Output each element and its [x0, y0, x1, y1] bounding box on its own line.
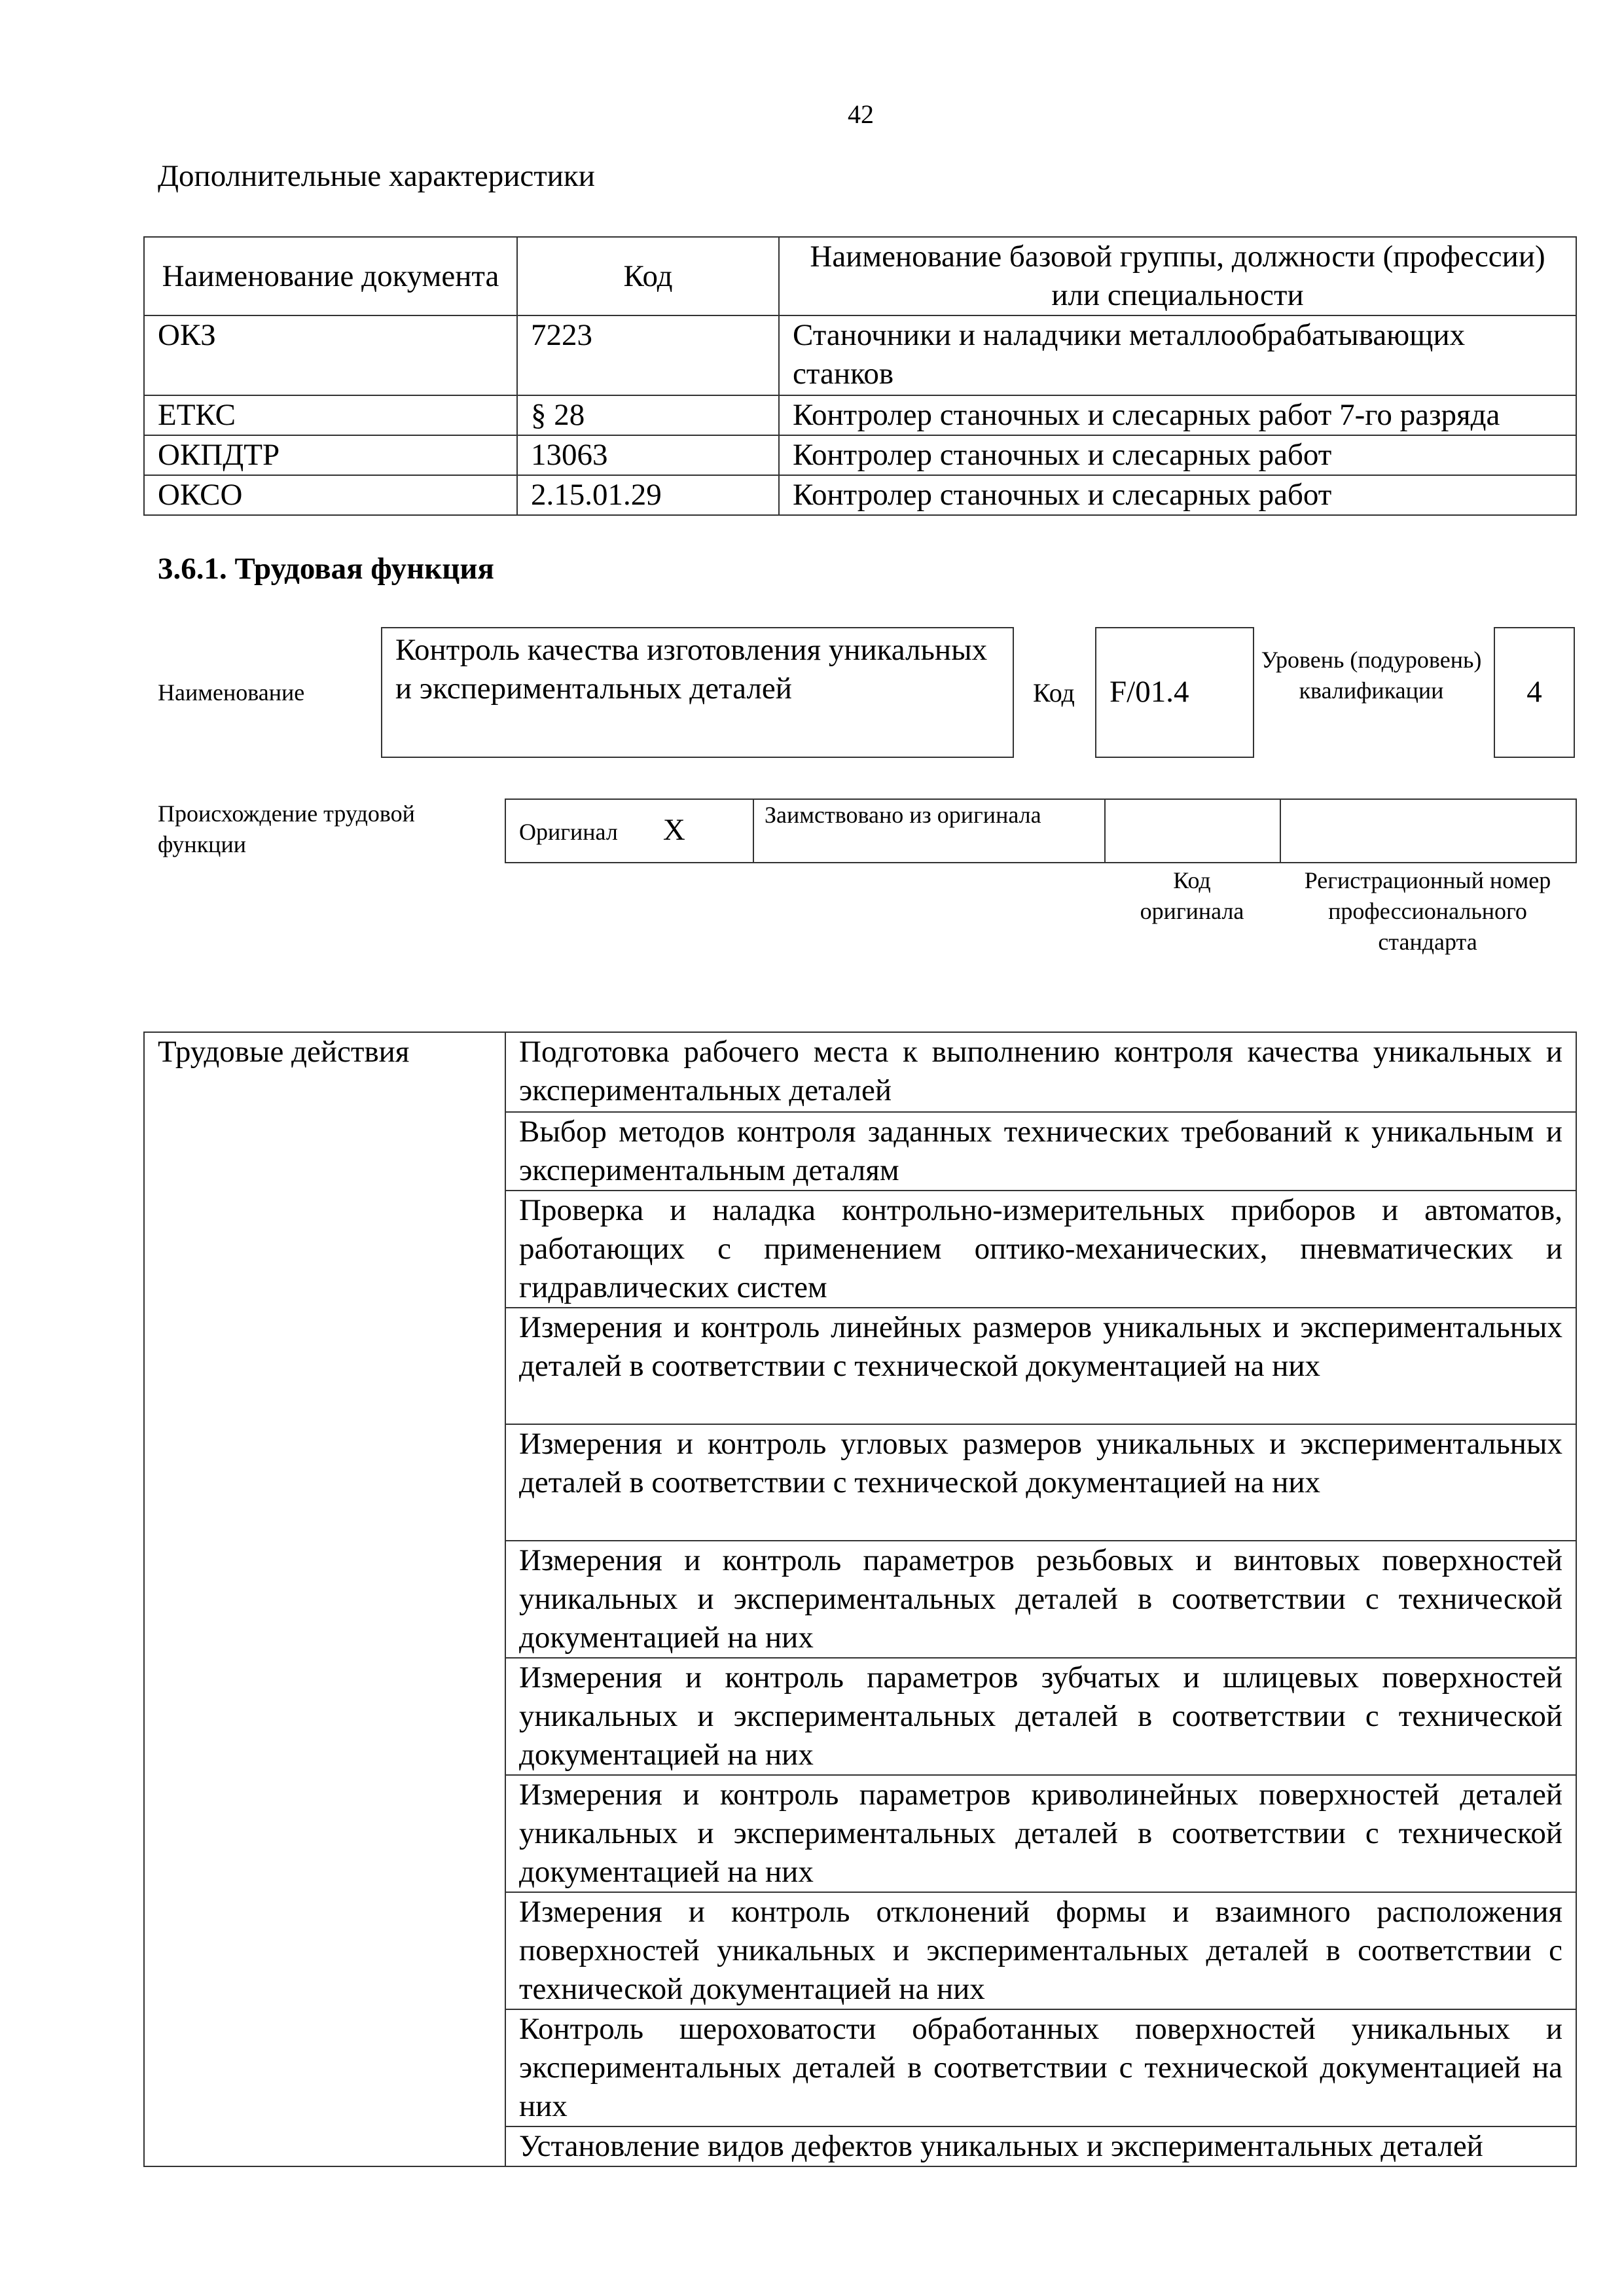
cell: ОКЗ	[144, 315, 517, 395]
original-label: Оригинал	[519, 818, 618, 845]
action-item: Установление видов дефектов уникальных и экспериментальных деталей	[505, 2126, 1576, 2166]
action-item: Проверка и наладка контрольно-измерительных приборов и автоматов, работающих с применением оптико-механических, пневматических и гидравлических систем	[505, 1191, 1576, 1308]
reg-number-caption: Регистрационный номер профессионального стандарта	[1304, 867, 1551, 955]
function-name-box	[381, 627, 1014, 758]
section-title: Дополнительные характеристики	[158, 159, 595, 193]
code-label: Код	[1033, 678, 1075, 708]
cell: Станочники и наладчики металлообрабатывающих станков	[779, 315, 1576, 395]
action-item: Контроль шероховатости обработанных поверхностей уникальных и экспериментальных деталей в соответствии с технической документацией на них	[505, 2009, 1576, 2126]
borrowed-cell: Заимствовано из оригинала	[753, 799, 1105, 863]
level-value: 4	[1526, 675, 1542, 709]
table-row	[144, 435, 1576, 475]
action-item: Выбор методов контроля заданных технических требований к уникальным и экспериментальным деталям	[505, 1112, 1576, 1191]
function-code: F/01.4	[1110, 675, 1189, 709]
original-mark: X	[662, 812, 685, 847]
header-cell: Код	[517, 237, 779, 315]
actions-label: Трудовые действия	[144, 1032, 505, 2166]
level-label: Уровень (подуровень) квалификации	[1261, 647, 1482, 704]
reg-number-cell	[1280, 799, 1576, 863]
action-item: Измерения и контроль параметров резьбовых и винтовых поверхностей уникальных и экспериментальных деталей в соответствии с технической документацией на них	[505, 1541, 1576, 1658]
cell: Контролер станочных и слесарных работ 7-го разряда	[779, 395, 1576, 435]
actions-table	[143, 1031, 1577, 2167]
page-number: 42	[848, 99, 874, 129]
function-code-box	[1095, 627, 1254, 758]
cell: 7223	[517, 315, 779, 395]
table-row	[144, 315, 1576, 395]
additional-table	[143, 236, 1577, 516]
code-original-caption: Код оригинала	[1140, 867, 1244, 924]
cell: Контролер станочных и слесарных работ	[779, 435, 1576, 475]
function-name: Контроль качества изготовления уникальных и экспериментальных деталей	[395, 633, 988, 706]
action-item: Измерения и контроль линейных размеров уникальных и экспериментальных деталей в соответствии с технической документацией на них	[505, 1308, 1576, 1424]
cell: 2.15.01.29	[517, 475, 779, 515]
origin-table	[505, 798, 1577, 863]
original-cell	[505, 799, 753, 863]
cell: § 28	[517, 395, 779, 435]
cell: ЕТКС	[144, 395, 517, 435]
level-box	[1494, 627, 1575, 758]
table-row	[144, 475, 1576, 515]
table-header	[144, 237, 1576, 315]
table-row	[144, 395, 1576, 435]
header-cell: Наименование базовой группы, должности (профессии) или специальности	[779, 237, 1576, 315]
action-item: Измерения и контроль параметров зубчатых и шлицевых поверхностей уникальных и экспериментальных деталей в соответствии с технической документацией на них	[505, 1658, 1576, 1775]
name-label: Наименование	[158, 679, 305, 706]
origin-label: Происхождение трудовой функции	[158, 800, 415, 857]
cell: ОКПДТР	[144, 435, 517, 475]
action-item: Подготовка рабочего места к выполнению контроля качества уникальных и экспериментальных деталей	[505, 1032, 1576, 1112]
action-item: Измерения и контроль параметров криволинейных поверхностей деталей уникальных и экспериментальных деталей в соответствии с технической документацией на них	[505, 1775, 1576, 1892]
function-heading: 3.6.1. Трудовая функция	[158, 552, 494, 586]
header-cell: Наименование документа	[144, 237, 517, 315]
action-item: Измерения и контроль угловых размеров уникальных и экспериментальных деталей в соответствии с технической документацией на них	[505, 1424, 1576, 1541]
cell: Контролер станочных и слесарных работ	[779, 475, 1576, 515]
cell: ОКСО	[144, 475, 517, 515]
action-item: Измерения и контроль отклонений формы и взаимного расположения поверхностей уникальных и экспериментальных деталей в соответствии с технической документацией на них	[505, 1892, 1576, 2009]
cell: 13063	[517, 435, 779, 475]
code-original-cell	[1105, 799, 1280, 863]
